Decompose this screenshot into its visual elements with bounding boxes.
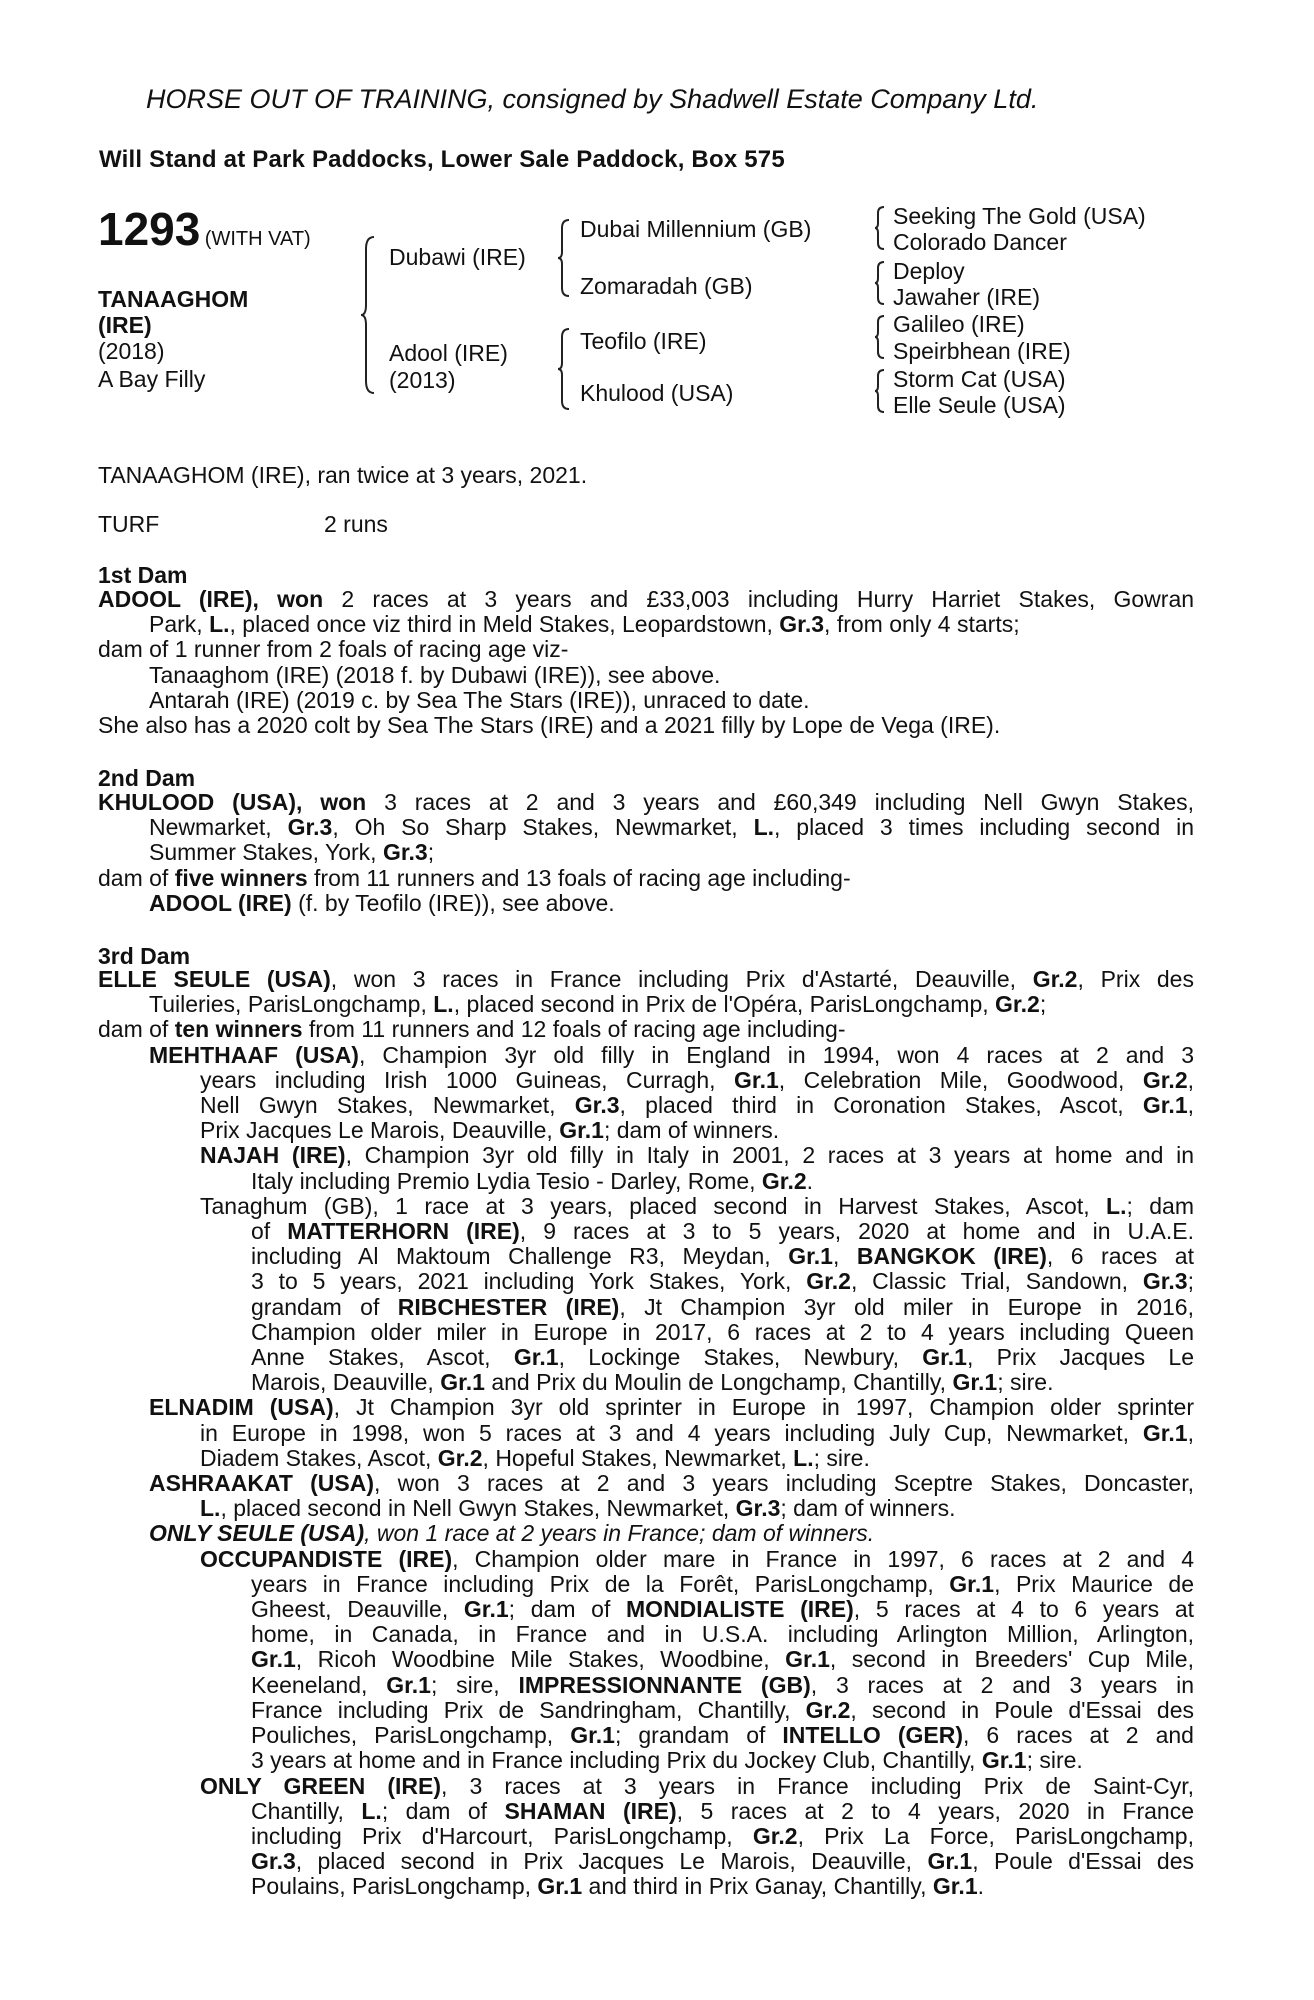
produce-tanaghum: Champion older miler in Europe in 2017, 6 races at 2 to 4 years including Queen [251,1318,1194,1345]
produce-occupandiste: Pouliches, ParisLongchamp, Gr.1; grandam of INTELLO (GER), 6 races at 2 and [251,1722,1194,1749]
pedigree-brace-1 [360,235,376,395]
produce-only-seule: ONLY SEULE (USA), won 1 race at 2 years in France; dam of winners. [149,1520,875,1547]
pedigree-g2: Colorado Dancer [893,229,1067,255]
pedigree-g8: Elle Seule (USA) [893,392,1066,418]
produce-only-green: ONLY GREEN (IRE), 3 races at 3 years in France including Prix de Saint-Cyr, [200,1772,1194,1799]
produce-tanaghum: of MATTERHORN (IRE), 9 races at 3 to 5 years, 2020 at home and in U.A.E. [251,1218,1194,1245]
horse-year: (2018) [98,338,165,364]
lot-number: 1293 [98,203,201,255]
pedigree-g6: Speirbhean (IRE) [893,338,1071,364]
produce-tanaghum: Tanaghum (GB), 1 race at 3 years, placed second in Harvest Stakes, Ascot, L.; dam [200,1192,1194,1219]
produce-mehthaaf: years including Irish 1000 Guineas, Curragh, Gr.1, Celebration Mile, Goodwood, Gr.2, [200,1066,1195,1093]
third-dam-line: Tuileries, ParisLongchamp, L., placed second in Prix de l'Opéra, ParisLongchamp, Gr.2; [149,991,1047,1018]
produce-elnadim: Diadem Stakes, Ascot, Gr.2, Hopeful Stakes, Newmarket, L.; sire. [200,1444,870,1471]
produce-occupandiste: home, in Canada, in France and in U.S.A. including Arlington Million, Arlington, [251,1621,1194,1648]
produce-tanaghum: Anne Stakes, Ascot, Gr.1, Lockinge Stakes, Newbury, Gr.1, Prix Jacques Le [251,1344,1194,1371]
second-dam-line: dam of five winners from 11 runners and 13 foals of racing age including- [98,864,851,891]
produce-tanaghum: Marois, Deauville, Gr.1 and Prix du Moulin de Longchamp, Chantilly, Gr.1; sire. [251,1369,1054,1396]
produce-elnadim: in Europe in 1998, won 5 races at 3 and 4 years including July Cup, Newmarket, Gr.1, [200,1419,1194,1446]
pedigree-dam-dam: Khulood (USA) [580,380,734,406]
produce-only-green: Poulains, ParisLongchamp, Gr.1 and third in Prix Ganay, Chantilly, Gr.1. [251,1873,985,1900]
pedigree-brace-g4 [874,368,886,414]
first-dam-line: ADOOL (IRE), won 2 races at 3 years and £33,003 including Hurry Harriet Stakes, Gowran [98,586,1195,612]
produce-occupandiste: Gheest, Deauville, Gr.1; dam of MONDIALISTE (IRE), 5 races at 4 to 6 years at [251,1596,1194,1623]
pedigree-sire: Dubawi (IRE) [389,244,526,270]
pedigree-g1: Seeking The Gold (USA) [893,203,1146,229]
produce-mehthaaf: MEHTHAAF (USA), Champion 3yr old filly in England in 1994, won 4 races at 2 and 3 [149,1041,1195,1068]
pedigree-brace-g1 [874,205,886,251]
produce-tanaghum: including Al Maktoum Challenge R3, Meydan, Gr.1, BANGKOK (IRE), 6 races at [251,1243,1194,1270]
first-dam-produce: Tanaaghom (IRE) (2018 f. by Dubawi (IRE)), see above. [149,661,721,688]
produce-occupandiste: Gr.1, Ricoh Woodbine Mile Stakes, Woodbine, Gr.1, second in Breeders' Cup Mile, [251,1646,1194,1673]
pedigree-brace-g3 [874,314,886,360]
produce-ashraakat: L., placed second in Nell Gwyn Stakes, Newmarket, Gr.3; dam of winners. [200,1495,956,1522]
first-dam-line: She also has a 2020 colt by Sea The Stars (IRE) and a 2021 filly by Lope de Vega (IRE). [98,712,1001,739]
pedigree-g4: Jawaher (IRE) [893,284,1040,310]
race-record: TANAAGHOM (IRE), ran twice at 3 years, 2021. [98,462,588,488]
second-dam-line: Summer Stakes, York, Gr.3; [149,839,435,866]
produce-ashraakat: ASHRAAKAT (USA), won 3 races at 2 and 3 years including Sceptre Stakes, Doncaster, [149,1470,1194,1497]
pedigree-g7: Storm Cat (USA) [893,366,1066,392]
third-dam-heading: 3rd Dam [98,943,191,969]
first-dam-heading: 1st Dam [98,562,188,588]
produce-occupandiste: OCCUPANDISTE (IRE), Champion older mare in France in 1997, 6 races at 2 and 4 [200,1545,1194,1572]
produce-najah: NAJAH (IRE), Champion 3yr old filly in Italy in 2001, 2 races at 3 years at home and in [200,1142,1194,1169]
first-dam-line: dam of 1 runner from 2 foals of racing age viz- [98,636,569,663]
third-dam-section [98,967,1194,1900]
vat-note: (WITH VAT) [204,228,311,250]
produce-occupandiste: Keeneland, Gr.1; sire, IMPRESSIONNANTE (GB), 3 races at 2 and 3 years in [251,1671,1194,1698]
surface-runs: 2 runs [324,511,388,537]
produce-only-green: including Prix d'Harcourt, ParisLongchamp, Gr.2, Prix La Force, ParisLongchamp, [251,1822,1194,1849]
stand-location: Will Stand at Park Paddocks, Lower Sale Paddock, Box 575 [99,146,785,173]
produce-occupandiste: years in France including Prix de la Forêt, ParisLongchamp, Gr.1, Prix Maurice de [251,1570,1194,1597]
horse-name: TANAAGHOM [98,286,249,312]
pedigree-brace-g2 [874,260,886,306]
produce-mehthaaf: Nell Gwyn Stakes, Newmarket, Gr.3, placed third in Coronation Stakes, Ascot, Gr.1, [200,1092,1195,1119]
horse-country: (IRE) [98,312,152,338]
second-dam-section [98,790,1194,916]
pedigree-dam-sire: Teofilo (IRE) [580,328,707,354]
produce-elnadim: ELNADIM (USA), Jt Champion 3yr old sprinter in Europe in 1997, Champion older sprinter [149,1394,1194,1421]
produce-only-green: Gr.3, placed second in Prix Jacques Le Marois, Deauville, Gr.1, Poule d'Essai des [251,1848,1194,1875]
pedigree-sire-dam: Zomaradah (GB) [580,273,753,299]
pedigree-dam-year: (2013) [389,367,456,393]
produce-tanaghum: 3 to 5 years, 2021 including York Stakes, York, Gr.2, Classic Trial, Sandown, Gr.3; [251,1268,1194,1295]
first-dam-produce: Antarah (IRE) (2019 c. by Sea The Stars (IRE)), unraced to date. [149,686,810,713]
second-dam-line: KHULOOD (USA), won 3 races at 2 and 3 years and £60,349 including Nell Gwyn Stakes, [98,789,1195,815]
second-dam-heading: 2nd Dam [98,765,196,791]
lot-number-block [98,202,311,256]
produce-occupandiste: France including Prix de Sandringham, Chantilly, Gr.2, second in Poule d'Essai des [251,1696,1194,1723]
horse-description: A Bay Filly [98,366,206,392]
produce-tanaghum: grandam of RIBCHESTER (IRE), Jt Champion 3yr old miler in Europe in 2016, [251,1293,1194,1320]
produce-mehthaaf: Prix Jacques Le Marois, Deauville, Gr.1; dam of winners. [200,1117,780,1144]
produce-najah: Italy including Premio Lydia Tesio - Darley, Rome, Gr.2. [251,1167,814,1194]
catalogue-header: HORSE OUT OF TRAINING, consigned by Shadwell Estate Company Ltd. [146,84,1039,114]
first-dam-line: Park, L., placed once viz third in Meld Stakes, Leopardstown, Gr.3, from only 4 starts; [149,611,1020,638]
pedigree-brace-3 [557,327,571,411]
third-dam-line: ELLE SEULE (USA), won 3 races in France including Prix d'Astarté, Deauville, Gr.2, Prix des [98,966,1194,992]
produce-occupandiste: 3 years at home and in France including Prix du Jockey Club, Chantilly, Gr.1; sire. [251,1747,1083,1774]
first-dam-section [98,587,1194,738]
surface-label: TURF [98,511,160,537]
pedigree-g5: Galileo (IRE) [893,311,1025,337]
second-dam-line: Newmarket, Gr.3, Oh So Sharp Stakes, Newmarket, L., placed 3 times including second in [149,814,1195,841]
third-dam-line: dam of ten winners from 11 runners and 12 foals of racing age including- [98,1016,846,1043]
pedigree-g3: Deploy [893,258,965,284]
produce-only-green: Chantilly, L.; dam of SHAMAN (IRE), 5 races at 2 to 4 years, 2020 in France [251,1797,1194,1824]
pedigree-brace-2 [557,218,571,298]
second-dam-produce: ADOOL (IRE) (f. by Teofilo (IRE)), see above. [149,889,615,916]
pedigree-sire-sire: Dubai Millennium (GB) [580,216,812,242]
pedigree-dam: Adool (IRE) [389,340,508,366]
